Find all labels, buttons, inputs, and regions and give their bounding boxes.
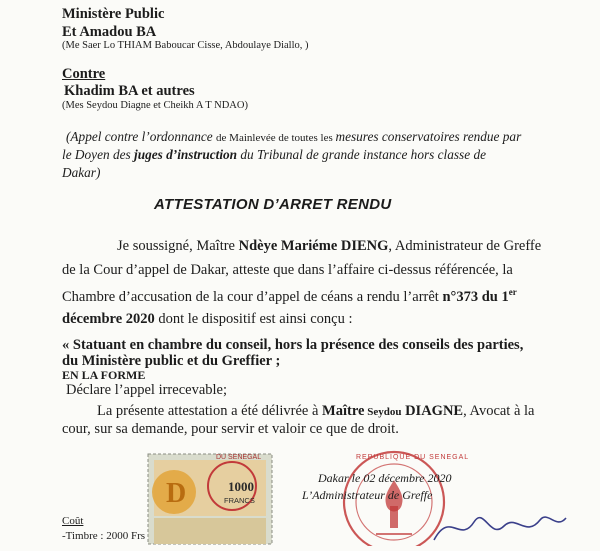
declare-line: Déclare l’appel irrecevable; [66,382,228,398]
quote-line-2: du Ministère public et du Greffier ; [62,353,281,369]
appeal-line-2: le Doyen des juges d’instruction du Tribunal de grande instance hors classe de [62,147,487,162]
seal-text: REPUBLIQUE DU SENEGAL [356,454,470,461]
cost-label: Coût [62,515,84,527]
en-la-forme-heading: EN LA FORME [62,368,146,382]
attestation-line-1: Je soussigné, Maître Ndèye Mariéme DIENG, Administrateur de Greffe [117,238,542,254]
svg-text:D: D [166,478,187,509]
attestation-line-4: décembre 2020 dont le dispositif est ainsi conçu : [62,311,353,327]
plaintiff-name-2: Et Amadou BA [62,24,157,40]
document-title: ATTESTATION D’ARRET RENDU [154,196,392,213]
signature-place-date: Dakar le 02 décembre 2020 [318,471,452,485]
defendant-name: Khadim BA et autres [64,83,195,99]
appeal-line-1: (Appel contre l’ordonnance de Mainlevée de toutes les mesures conservatoires rendue par [66,129,522,144]
delivery-line-2: cour, sur sa demande, pour servir et valoir ce que de droit. [62,421,399,437]
fiscal-stamp-country: DU SENEGAL [216,454,262,461]
fiscal-stamp-unit: FRANCS [224,496,255,505]
delivery-line-1: La présente attestation a été délivrée à Maître Seydou DIAGNE, Avocat à la [97,403,535,419]
fiscal-stamp-value: 1000 [228,479,254,494]
contre-label: Contre [62,66,106,82]
defendant-counsel: (Mes Seydou Diagne et Cheikh A T NDAO) [62,100,248,111]
plaintiff-name: Ministère Public [62,6,165,22]
plaintiff-counsel: (Me Saer Lo THIAM Baboucar Cisse, Abdoulaye Diallo, ) [62,40,309,51]
quote-line-1: « Statuant en chambre du conseil, hors la présence des conseils des parties, [62,337,524,353]
handwritten-signature [430,500,570,546]
cost-timbre: -Timbre : 2000 Frs [62,530,146,542]
appeal-line-3: Dakar) [62,165,101,180]
attestation-line-2: de la Cour d’appel de Dakar, atteste que dans l’affaire ci-dessus référencée, la [62,262,513,278]
attestation-line-3: Chambre d’accusation de la cour d’appel de céans a rendu l’arrêt n°373 du 1er [62,287,517,305]
signature-role: L’Administrateur de Greffe [302,488,433,502]
fiscal-stamp [146,452,274,546]
